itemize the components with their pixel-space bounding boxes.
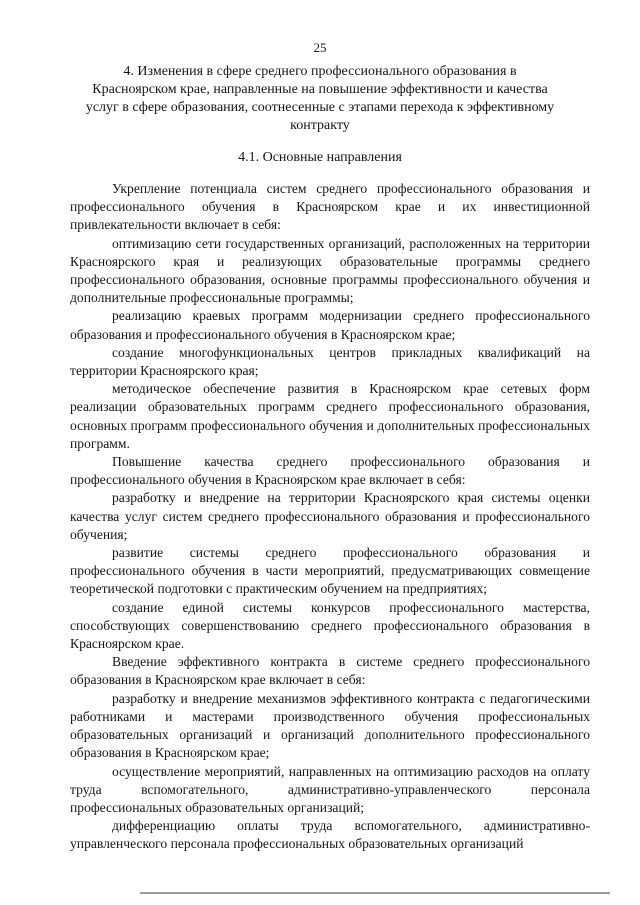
list-item-regional-programs: реализацию краевых программ модернизации среднего профессионального образования и профессионального обучения в Красноярском крае; (70, 308, 590, 342)
paragraph-intro-potential: Укрепление потенциала систем среднего профессионального образования и профессионального обучения в Красноярском крае и их инвестиционной привлекательности включает в себя: (70, 181, 590, 233)
list-item-skills-competitions: создание единой системы конкурсов профессионального мастерства, способствующих совершенствованию среднего профессионального образования в Красноярском крае. (70, 599, 590, 652)
list-item-qualification-centers: создание многофункциональных центров прикладных квалификаций на территории Красноярского края; (70, 344, 590, 379)
subsection-heading: 4.1. Основные направления (238, 150, 402, 165)
list-item-cost-optimization: осуществление мероприятий, направленных на оптимизацию расходов на оплату труда вспомогательного, административно-управленческого персонала профессиональных образовательных организаций; (70, 763, 590, 815)
list-item-network-optimization: оптимизацию сети государственных организаций, расположенных на территории Красноярского края и реализующих образовательные программы среднего профессионального образования, основные программы профессионального обучения и дополнительные профессиональные программы; (70, 235, 590, 306)
body-text (70, 180, 590, 854)
page-number: 25 (313, 40, 327, 55)
paragraph-intro-quality: Повышение качества среднего профессионального образования и профессионального обучения в Красноярском крае включает в себя: (70, 454, 590, 488)
section-heading: 4. Изменения в сфере среднего профессионального образования в Красноярском крае, направленные на повышение эффективности и качества услуг в сфере образования, соотнесенные с этапами перехода к эффективному контракту (85, 64, 555, 133)
list-item-practical-training: развитие системы среднего профессионального образования и профессионального обучения в части мероприятий, предусматривающих совмещение теоретической подготовки с практическим обучением на предприятиях; (70, 545, 590, 597)
scan-edge-divider (140, 892, 610, 894)
list-item-quality-assessment: разработку и внедрение на территории Красноярского края системы оценки качества услуг систем среднего профессионального образования и профессионального обучения; (70, 490, 590, 542)
list-item-contract-mechanisms: разработку и внедрение механизмов эффективного контракта с педагогическими работниками и мастерами производственного обучения профессиональных образовательных организаций и организаций дополнительного профессионального образования в Красноярском крае; (70, 690, 590, 761)
list-item-methodical-support: методическое обеспечение развития в Красноярском крае сетевых форм реализации образовательных программ среднего профессионального образования, основных программ профессионального обучения и дополнительных профессиональных программ. (70, 381, 590, 451)
list-item-pay-differentiation: дифференциацию оплаты труда вспомогательного, административно-управленческого персонала профессиональных образовательных организаций (70, 818, 590, 852)
paragraph-intro-effective-contract: Введение эффективного контракта в системе среднего профессионального образования в Красноярском крае включает в себя: (70, 654, 590, 688)
